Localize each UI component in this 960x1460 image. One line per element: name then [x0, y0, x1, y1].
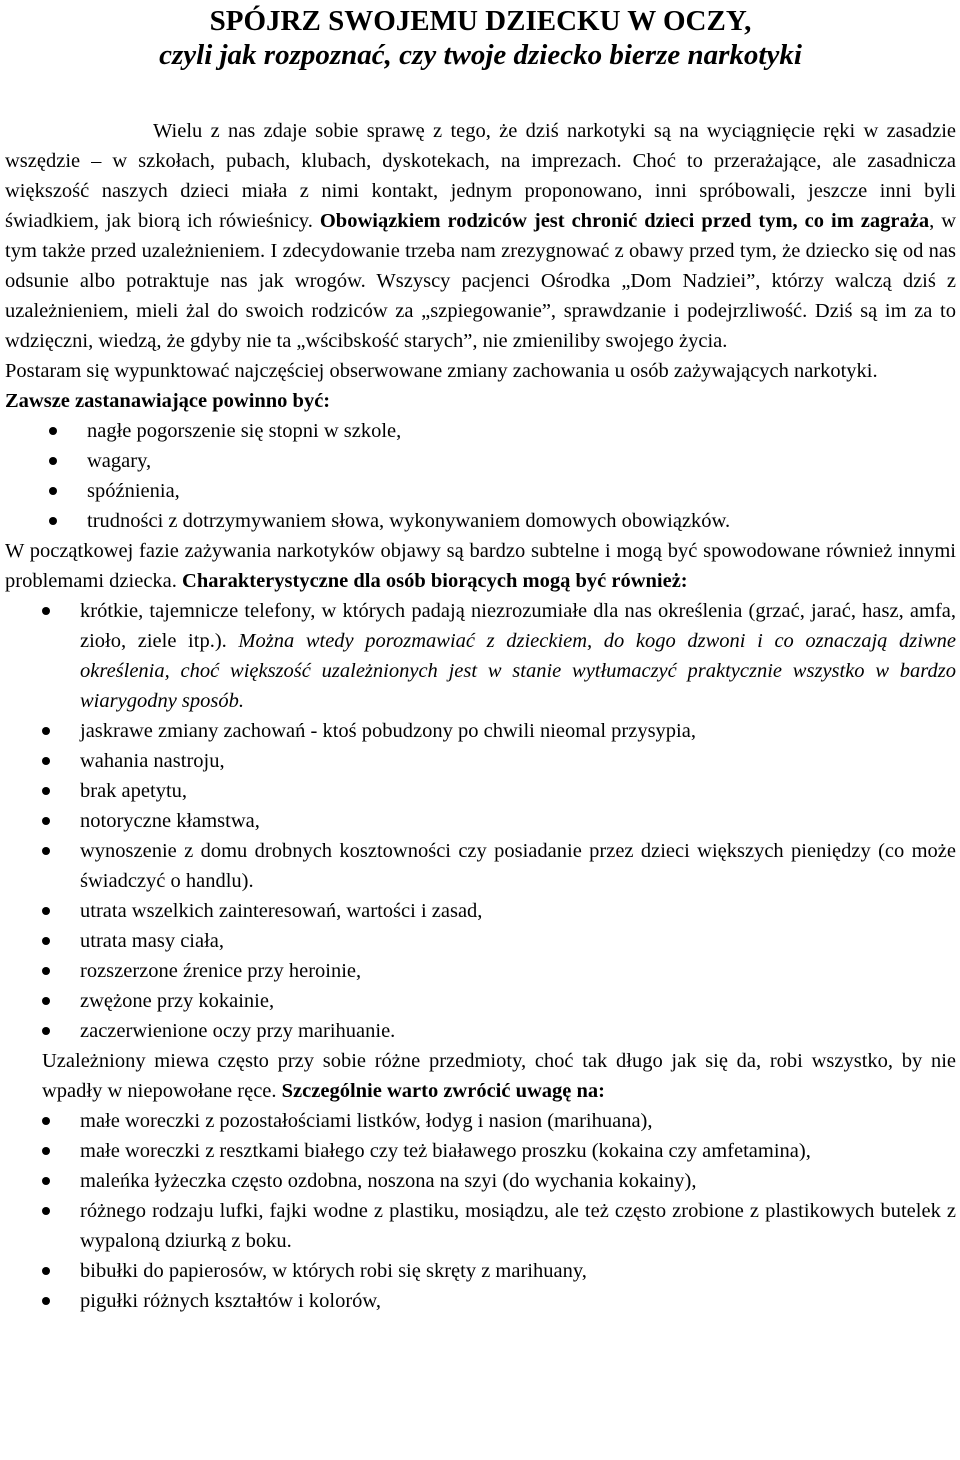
- list-item: spóźnienia,: [87, 476, 956, 506]
- intro-paragraph: [5, 116, 956, 356]
- list-item: pigułki różnych kształtów i kolorów,: [80, 1286, 956, 1316]
- paragraph-2: Postaram się wypunktować najczęściej obserwowane zmiany zachowania u osób zażywających narkotyki.: [5, 360, 878, 382]
- objects-list: [5, 1106, 956, 1316]
- paragraph-3-text: W początkowej fazie zażywania narkotyków objawy są bardzo subtelne i mogą być spowodowane również innymi problemami dziecka.: [5, 540, 956, 592]
- list-item: [80, 596, 956, 716]
- list-item: wagary,: [87, 446, 956, 476]
- list-item: maleńka łyżeczka często ozdobna, noszona na szyi (do wychania kokainy),: [80, 1166, 956, 1196]
- list-item: małe woreczki z pozostałościami listków, łodyg i nasion (marihuana),: [80, 1106, 956, 1136]
- list-item: utrata wszelkich zainteresowań, wartości i zasad,: [80, 896, 956, 926]
- paragraph-3: [5, 536, 956, 596]
- list-item: brak apetytu,: [80, 776, 956, 806]
- intro-bold-text: Obowiązkiem rodziców jest chronić dzieci przed tym, co im zagraża: [319, 210, 930, 232]
- list-item: bibułki do papierosów, w których robi się skręty z marihuany,: [80, 1256, 956, 1286]
- list-item: zwężone przy kokainie,: [80, 986, 956, 1016]
- list-item: nagłe pogorszenie się stopni w szkole,: [87, 416, 956, 446]
- list-item-italic: Można wtedy porozmawiać z dzieckiem, do kogo dzwoni i co oznaczają dziwne określenia, choć większość uzależnionych jest w stanie wytłumaczyć praktycznie wszystko w bardzo wiarygodny sposób.: [80, 630, 956, 712]
- characteristic-signs-list: [5, 596, 956, 1046]
- list-item: utrata masy ciała,: [80, 926, 956, 956]
- heading-1: Zawsze zastanawiające powinno być:: [5, 390, 331, 412]
- title-line-2: czyli jak rozpoznać, czy twoje dziecko bierze narkotyki: [159, 39, 802, 71]
- list-item: małe woreczki z resztkami białego czy też białawego proszku (kokaina czy amfetamina),: [80, 1136, 956, 1166]
- list-item: trudności z dotrzymywaniem słowa, wykonywaniem domowych obowiązków.: [87, 506, 956, 536]
- list-item: rozszerzone źrenice przy heroinie,: [80, 956, 956, 986]
- list-item: zaczerwienione oczy przy marihuanie.: [80, 1016, 956, 1046]
- list-item: wahania nastroju,: [80, 746, 956, 776]
- page-title: [5, 0, 956, 72]
- title-line-1: SPÓJRZ SWOJEMU DZIECKU W OCZY,: [209, 5, 752, 37]
- paragraph-4: [5, 1046, 956, 1106]
- list-item: notoryczne kłamstwa,: [80, 806, 956, 836]
- paragraph-4-bold: Szczególnie warto zwrócić uwagę na:: [281, 1080, 606, 1102]
- paragraph-4-text: Uzależniony miewa często przy sobie różne przedmioty, choć tak długo jak się da, robi wszystko, by nie wpadły w niepowołane ręce.: [42, 1050, 956, 1102]
- warning-signs-list: [5, 416, 956, 536]
- intro-tail-text: , w tym także przed uzależnieniem. I zdecydowanie trzeba nam zrezygnować z obawy przed tym, że dziecko się od nas odsunie albo potraktuje nas jak wrogów. Wszyscy pacjenci Ośrodka „Dom Nadziei”, którzy walczą dziś z uzależnieniem, mieli żal do swoich rodziców za „szpiegowanie”, sprawdzanie i podejrzliwość. Dziś są im za to wdzięczni, wiedzą, że gdyby nie ta „wścibskość starych”, nie zmieniliby swojego życia.: [5, 210, 956, 352]
- list-item: różnego rodzaju lufki, fajki wodne z plastiku, mosiądzu, ale też często zrobione z plastikowych butelek z wypaloną dziurką z boku.: [80, 1196, 956, 1256]
- paragraph-3-bold: Charakterystyczne dla osób biorących mogą być również:: [182, 570, 688, 592]
- list-item: jaskrawe zmiany zachowań - ktoś pobudzony po chwili nieomal przysypia,: [80, 716, 956, 746]
- list-item-text: krótkie, tajemnicze telefony, w których padają niezrozumiałe dla nas określenia (grzać, jarać, hasz, amfa, zioło, ziele itp.).: [80, 600, 956, 652]
- intro-text: Wielu z nas zdaje sobie sprawę z tego, że dziś narkotyki są na wyciągnięcie ręki w zasadzie wszędzie – w szkołach, pubach, klubach, dyskotekach, na imprezach. Choć to przerażające, ale zasadnicza większość naszych dzieci miała z nimi kontakt, jednym proponowano, inni spróbowali, jeszcze inni byli świadkiem, jak biorą ich rówieśnicy.: [5, 120, 956, 232]
- list-item: wynoszenie z domu drobnych kosztowności czy posiadanie przez dzieci większych pieniędzy (co może świadczyć o handlu).: [80, 836, 956, 896]
